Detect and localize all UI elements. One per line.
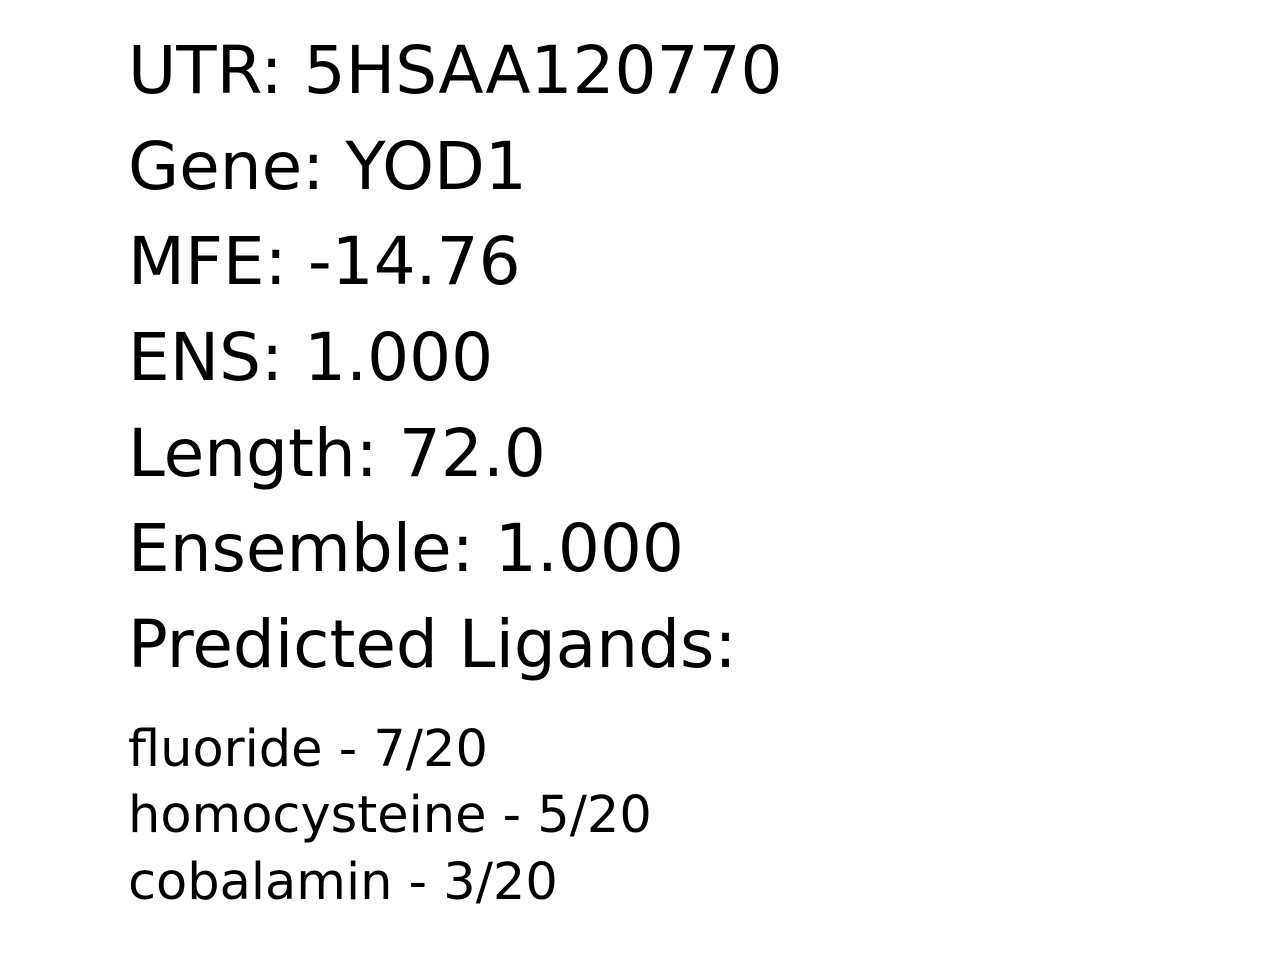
gene-label: Gene: YOD1 [128, 128, 527, 205]
mfe-label: MFE: -14.76 [128, 223, 521, 300]
utr-info-panel [128, 0, 1228, 960]
ligand-item: cobalamin - 3/20 [128, 853, 558, 912]
length-label: Length: 72.0 [128, 415, 546, 492]
ligand-item: fluoride - 7/20 [128, 720, 488, 779]
ensemble-label: Ensemble: 1.000 [128, 510, 684, 587]
ens-label: ENS: 1.000 [128, 319, 494, 396]
predicted-ligands-heading: Predicted Ligands: [128, 606, 737, 683]
ligand-item: homocysteine - 5/20 [128, 786, 652, 845]
utr-id-label: UTR: 5HSAA120770 [128, 32, 783, 109]
